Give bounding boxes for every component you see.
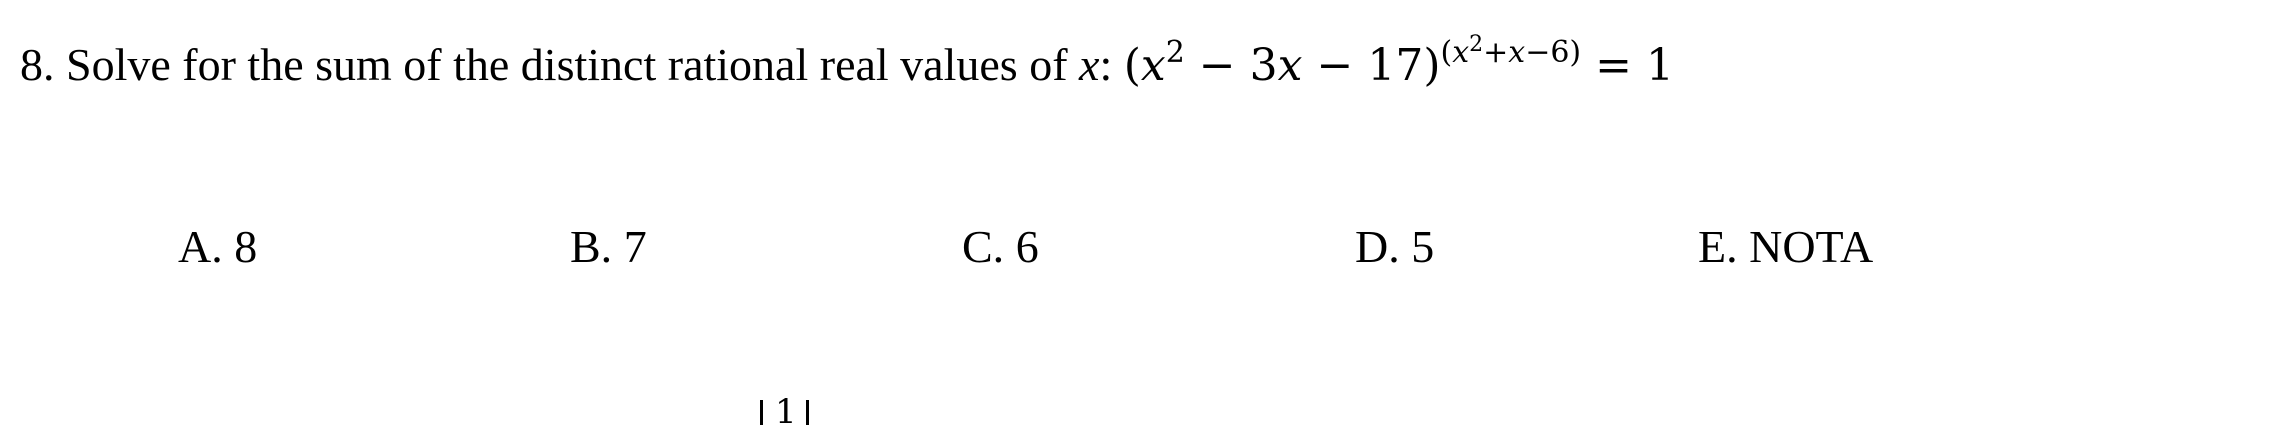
eq-base-var1: x <box>1140 40 1166 91</box>
eq-exp-var2: x <box>1508 35 1526 70</box>
next-question-partial <box>0 395 900 425</box>
abs-bar-right <box>806 400 809 425</box>
abs-bar-left <box>760 400 763 425</box>
choice-b[interactable] <box>570 212 647 282</box>
choice-value: NOTA <box>1749 221 1874 272</box>
choice-c[interactable] <box>962 212 1039 282</box>
eq-rhs: = 1 <box>1581 40 1674 91</box>
choice-e[interactable] <box>1698 212 1873 282</box>
eq-exp-open: ( <box>1440 35 1453 70</box>
question-variable: x <box>1079 39 1100 90</box>
question-colon: : <box>1099 39 1113 90</box>
eq-exp-var1: x <box>1452 35 1470 70</box>
choice-value: 7 <box>623 221 647 272</box>
eq-exp-rest: −6) <box>1525 35 1582 70</box>
choice-letter: E. <box>1698 221 1738 272</box>
question-number: 8. <box>20 39 55 90</box>
eq-base-exponent: 2 <box>1165 35 1185 70</box>
choice-letter: D. <box>1355 221 1400 272</box>
eq-exp-exponent: 2 <box>1469 32 1484 57</box>
eq-exponent <box>1440 32 1582 70</box>
choice-value: 6 <box>1015 221 1039 272</box>
choice-value: 8 <box>234 221 258 272</box>
choice-value: 5 <box>1411 221 1435 272</box>
choice-a[interactable] <box>178 212 257 282</box>
eq-exp-plus: + <box>1483 35 1509 70</box>
fraction-numerator: 1 <box>775 395 797 425</box>
eq-base-rest: − 3 <box>1184 40 1278 91</box>
choice-letter: B. <box>570 221 613 272</box>
eq-base-var2: x <box>1277 40 1303 91</box>
choice-letter: C. <box>962 221 1005 272</box>
eq-base-const: − 17) <box>1302 40 1441 91</box>
choice-d[interactable] <box>1355 212 1434 282</box>
choice-letter: A. <box>178 221 223 272</box>
question-prompt: Solve for the sum of the distinct rational real values of <box>66 39 1068 90</box>
question-8 <box>20 30 1674 101</box>
equation <box>1123 32 1674 91</box>
eq-base-open: ( <box>1123 40 1141 91</box>
